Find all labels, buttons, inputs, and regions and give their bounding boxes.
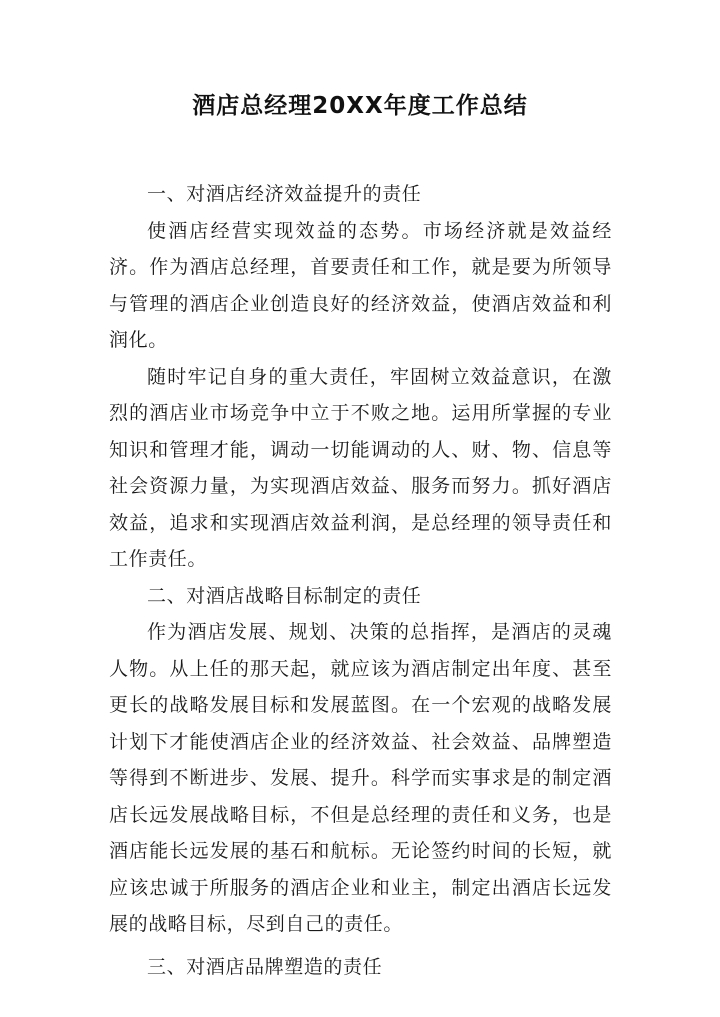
section-2-paragraph-1: 作为酒店发展、规划、决策的总指挥，是酒店的灵魂人物。从上任的那天起，就应该为酒店制定出年度、甚至更长的战略发展目标和发展蓝图。在一个宏观的战略发展计划下才能使酒店企业的经济效益、社会效益、品牌塑造等得到不断进步、发展、提升。科学而实事求是的制定酒店长远发展战略目标，不但是总经理的责任和义务，也是酒店能长远发展的基石和航标。无论签约时间的长短，就应该忠诚于所服务的酒店企业和业主，制定出酒店长远发展的战略目标，尽到自己的责任。 xyxy=(109,621,612,935)
document-title: 酒店总经理20XX年度工作总结 xyxy=(192,93,528,119)
section-1-paragraph-1: 使酒店经营实现效益的态势。市场经济就是效益经济。作为酒店总经理，首要责任和工作，就是要为所领导与管理的酒店企业创造良好的经济效益，使酒店效益和利润化。 xyxy=(109,219,612,351)
section-1-heading: 一、对酒店经济效益提升的责任 xyxy=(147,183,422,205)
section-1-paragraph-2: 随时牢记自身的重大责任，牢固树立效益意识，在激烈的酒店业市场竞争中立于不败之地。运用所掌握的专业知识和管理才能，调动一切能调动的人、财、物、信息等社会资源力量，为实现酒店效益、服务而努力。抓好酒店效益，追求和实现酒店效益利润，是总经理的领导责任和工作责任。 xyxy=(109,365,612,570)
section-3-heading: 三、对酒店品牌塑造的责任 xyxy=(147,955,383,978)
section-2-heading: 二、对酒店战略目标制定的责任 xyxy=(147,584,422,607)
document-body xyxy=(109,176,612,985)
